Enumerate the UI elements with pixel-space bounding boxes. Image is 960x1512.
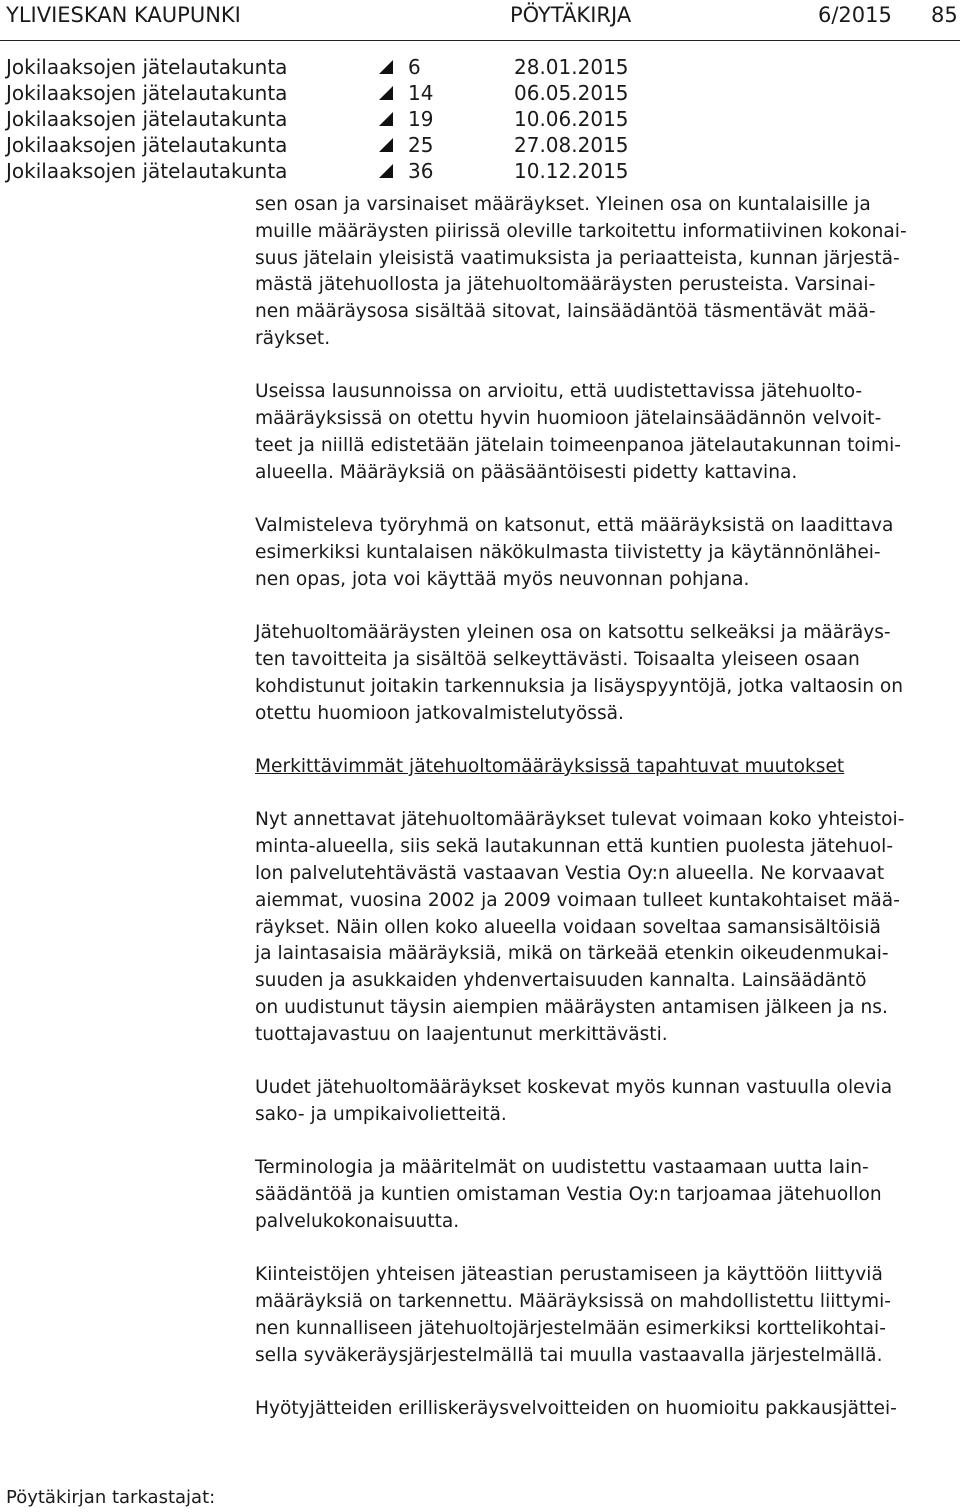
meeting-references xyxy=(6,54,706,184)
committee-name: Jokilaaksojen jätelautakunta xyxy=(6,159,288,183)
text-line: otettu huomioon jatkovalmistelutyössä. xyxy=(255,702,624,724)
organization-name: YLIVIESKAN KAUPUNKI xyxy=(6,3,241,27)
section-sign-icon xyxy=(378,85,394,101)
text-line: minta-alueella, siis sekä lautakunnan että kuntien puolesta jätehuol- xyxy=(255,836,894,858)
document-type: PÖYTÄKIRJA xyxy=(510,3,632,27)
text-line: Valmisteleva työryhmä on katsonut, että määräyksistä on laadittava xyxy=(255,515,894,537)
committee-name: Jokilaaksojen jätelautakunta xyxy=(6,81,288,105)
text-line: teet ja niillä edistetään jätelain toimeenpanoa jätelautakunnan toimi- xyxy=(255,434,901,456)
meeting-date: 10.06.2015 xyxy=(514,107,629,131)
paragraph xyxy=(255,1396,955,1423)
text-line: suuden ja asukkaiden yhdenvertaisuuden kannalta. Lainsäädäntö xyxy=(255,970,867,992)
text-line: suus jätelain yleisistä vaatimuksista ja periaatteista, kunnan järjestä- xyxy=(255,247,900,269)
text-line: muille määräysten piirissä oleville tarkoitettu informatiivinen kokonai- xyxy=(255,220,907,242)
text-line: nen opas, jota voi käyttää myös neuvonnan pohjana. xyxy=(255,568,750,590)
text-line: ja laintasaisia määräyksiä, mikä on tärkeää etenkin oikeudenmukai- xyxy=(255,943,889,965)
text-line: palvelukokonaisuutta. xyxy=(255,1210,460,1232)
text-line: määräyksiä on tarkennettu. Määräyksissä on mahdollistettu liittymi- xyxy=(255,1291,891,1313)
text-line: mästä jätehuollosta ja jätehuoltomääräysten perusteista. Varsinai- xyxy=(255,274,876,296)
section-sign-icon xyxy=(378,163,394,179)
section-sign-icon xyxy=(378,59,394,75)
paragraph xyxy=(255,192,955,353)
text-line: alueella. Määräyksiä on pääsääntöisesti pidetty kattavina. xyxy=(255,461,798,483)
paragraph xyxy=(255,1155,955,1235)
section-heading xyxy=(255,754,955,781)
paragraph xyxy=(255,620,955,727)
text-line: räykset. Näin ollen koko alueella voidaan soveltaa samansisältöisiä xyxy=(255,916,881,938)
text-line: lon palvelutehtävästä vastaavan Vestia Oy:n alueella. Ne korvaavat xyxy=(255,862,885,884)
text-line: on uudistunut täysin aiempien määräysten antamisen jälkeen ja ns. xyxy=(255,996,888,1018)
committee-name: Jokilaaksojen jätelautakunta xyxy=(6,107,288,131)
meeting-date: 10.12.2015 xyxy=(514,159,629,183)
reference-row xyxy=(6,106,706,132)
text-line: kohdistunut joitakin tarkennuksia ja lisäyspyyntöjä, jotka valtaosin on xyxy=(255,675,904,697)
section-sign-icon xyxy=(378,137,394,153)
page-header xyxy=(0,0,960,41)
reference-row xyxy=(6,80,706,106)
text-line: sella syväkeräysjärjestelmällä tai muulla vastaavalla järjestelmällä. xyxy=(255,1344,883,1366)
reference-row xyxy=(6,54,706,80)
text-line: tuottajavastuu on laajentunut merkittävästi. xyxy=(255,1023,668,1045)
text-line: Nyt annettavat jätehuoltomääräykset tulevat voimaan koko yhteistoi- xyxy=(255,809,905,831)
text-line: Kiinteistöjen yhteisen jäteastian perustamiseen ja käyttöön liittyviä xyxy=(255,1264,883,1286)
reference-row xyxy=(6,158,706,184)
text-line: Jätehuoltomääräysten yleinen osa on katsottu selkeäksi ja määräys- xyxy=(255,622,891,644)
section-number: 19 xyxy=(408,107,434,131)
text-line: määräyksissä on otettu hyvin huomioon jätelainsäädännön velvoit- xyxy=(255,408,882,430)
document-number: 6/2015 xyxy=(818,3,892,27)
section-number: 25 xyxy=(408,133,434,157)
meeting-date: 06.05.2015 xyxy=(514,81,629,105)
paragraph xyxy=(255,1262,955,1369)
text-line: nen määräysosa sisältää sitovat, lainsäädäntöä täsmentävät mää- xyxy=(255,301,876,323)
text-line: Merkittävimmät jätehuoltomääräyksissä tapahtuvat muutokset xyxy=(255,755,845,777)
text-line: aiemmat, vuosina 2002 ja 2009 voimaan tulleet kuntakohtaiset mää- xyxy=(255,889,900,911)
text-line: ten tavoitteita ja sisältöä selkeyttävästi. Toisaalta yleiseen osaan xyxy=(255,648,860,670)
page-number: 85 xyxy=(931,3,958,27)
reference-row xyxy=(6,132,706,158)
text-line: Useissa lausunnoissa on arvioitu, että uudistettavissa jätehuolto- xyxy=(255,381,863,403)
paragraph xyxy=(255,513,955,593)
text-line: Hyötyjätteiden erilliskeräysvelvoitteiden on huomioitu pakkausjättei- xyxy=(255,1398,897,1420)
committee-name: Jokilaaksojen jätelautakunta xyxy=(6,55,288,79)
minutes-reviewers-label: Pöytäkirjan tarkastajat: xyxy=(6,1487,216,1508)
text-line: säädäntöä ja kuntien omistaman Vestia Oy:n tarjoamaa jätehuollon xyxy=(255,1184,882,1206)
text-line: räykset. xyxy=(255,327,331,349)
meeting-date: 27.08.2015 xyxy=(514,133,629,157)
document-body xyxy=(255,192,955,1423)
text-line: Uudet jätehuoltomääräykset koskevat myös kunnan vastuulla olevia xyxy=(255,1077,893,1099)
section-number: 36 xyxy=(408,159,434,183)
text-line: esimerkiksi kuntalaisen näkökulmasta tiivistetty ja käytännönlähei- xyxy=(255,541,881,563)
paragraph xyxy=(255,1075,955,1129)
text-line: Terminologia ja määritelmät on uudistettu vastaamaan uutta lain- xyxy=(255,1157,869,1179)
paragraph xyxy=(255,379,955,486)
section-number: 14 xyxy=(408,81,434,105)
section-sign-icon xyxy=(378,111,394,127)
text-line: nen kunnalliseen jätehuoltojärjestelmään esimerkiksi korttelikohtai- xyxy=(255,1317,886,1339)
paragraph xyxy=(255,807,955,1048)
section-number: 6 xyxy=(408,55,421,79)
text-line: sako- ja umpikaivolietteitä. xyxy=(255,1103,507,1125)
text-line: sen osan ja varsinaiset määräykset. Yleinen osa on kuntalaisille ja xyxy=(255,194,871,215)
meeting-date: 28.01.2015 xyxy=(514,55,629,79)
committee-name: Jokilaaksojen jätelautakunta xyxy=(6,133,288,157)
